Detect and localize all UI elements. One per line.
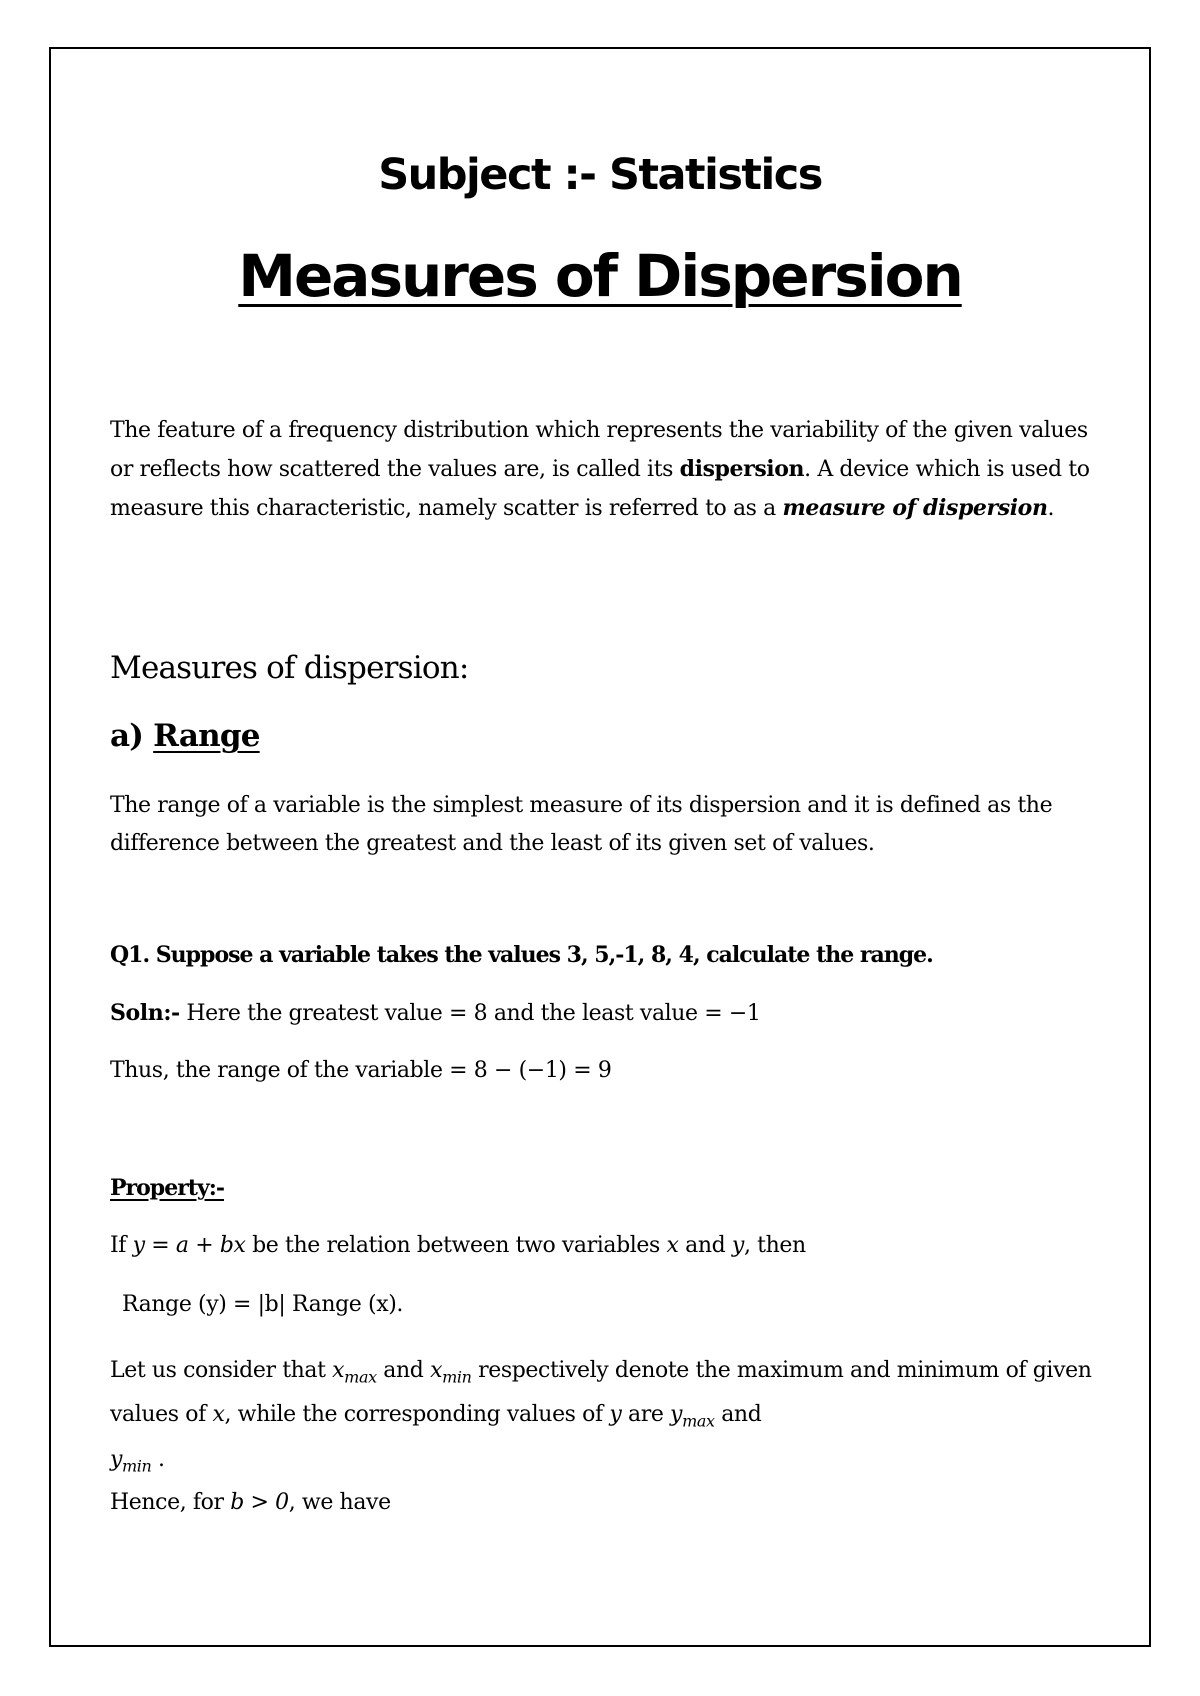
range-title: Range [153,718,260,754]
page-title-text: Measures of Dispersion [238,242,962,310]
soln-label: Soln:- [110,1000,180,1026]
consider-paragraph [110,1352,1100,1485]
consider-text-5: are [621,1402,671,1428]
hence-end-text: , we have [288,1490,391,1515]
consider-text-2: and [376,1358,431,1383]
consider-text-1: Let us consider that [110,1358,333,1383]
relation-line [110,1233,806,1258]
soln-text: Here the greatest value = 8 and the least value = −1 [179,1001,761,1026]
consider-text-6: and [714,1402,762,1428]
intro-text-2: . A device which is used to measure this characteristic, namely scatter is referred to as a [110,457,1090,521]
consider-text-4: , while the corresponding values of [224,1402,610,1428]
range-prefix: a) [110,718,154,754]
range-formula: Range (y) = |b| Range (x). [122,1292,403,1317]
dispersion-term: dispersion [679,456,805,482]
subject-heading: Subject :- Statistics [378,150,822,200]
property-label: Property:- [110,1175,224,1201]
measures-heading: Measures of dispersion: [110,650,469,686]
measure-of-dispersion-term: measure of dispersion [782,495,1048,521]
dot-text: . [151,1446,165,1472]
range-definition: The range of a variable is the simplest measure of its dispersion and it is defined as the difference between the greatest and the least of its given set of values. [110,793,1053,856]
if-prefix: If [110,1233,133,1258]
page-title [0,242,1200,312]
result-line: Thus, the range of the variable = 8 − (−1) = 9 [110,1058,612,1083]
consider-text-3: respectively denote the maximum and minimum of given values of [110,1358,1092,1428]
intro-text-3: . [1047,496,1055,521]
var-x: x [666,1233,679,1258]
hence-line [110,1490,391,1515]
relation-text: be the relation between two variables [245,1233,667,1258]
y-max-sub: max [682,1411,715,1431]
x-min-base: x [430,1358,443,1383]
x-min-sub: min [442,1367,472,1387]
y-var: y [609,1402,622,1428]
intro-text-1: The feature of a frequency distribution which represents the variability of the given values or reflects how scattered the values are, is called its [110,418,1088,482]
relation-formula: y = a + bx [132,1233,246,1258]
y-max-base: y [670,1402,683,1428]
question-1: Q1. Suppose a variable takes the values 3, 5,-1, 8, 4, calculate the range. [110,942,933,968]
range-heading [110,718,260,755]
and-text: and [678,1233,732,1258]
x-var: x [212,1402,225,1428]
solution-line [110,1000,761,1026]
var-y: y [731,1233,744,1258]
condition-formula: b > 0 [230,1490,289,1515]
y-min-base: y [110,1446,123,1472]
x-max-base: x [332,1358,345,1383]
x-max-sub: max [344,1367,377,1387]
then-text: , then [743,1233,806,1258]
hence-text: Hence, for [110,1490,231,1515]
y-min-sub: min [122,1456,152,1476]
intro-paragraph [110,412,1100,528]
